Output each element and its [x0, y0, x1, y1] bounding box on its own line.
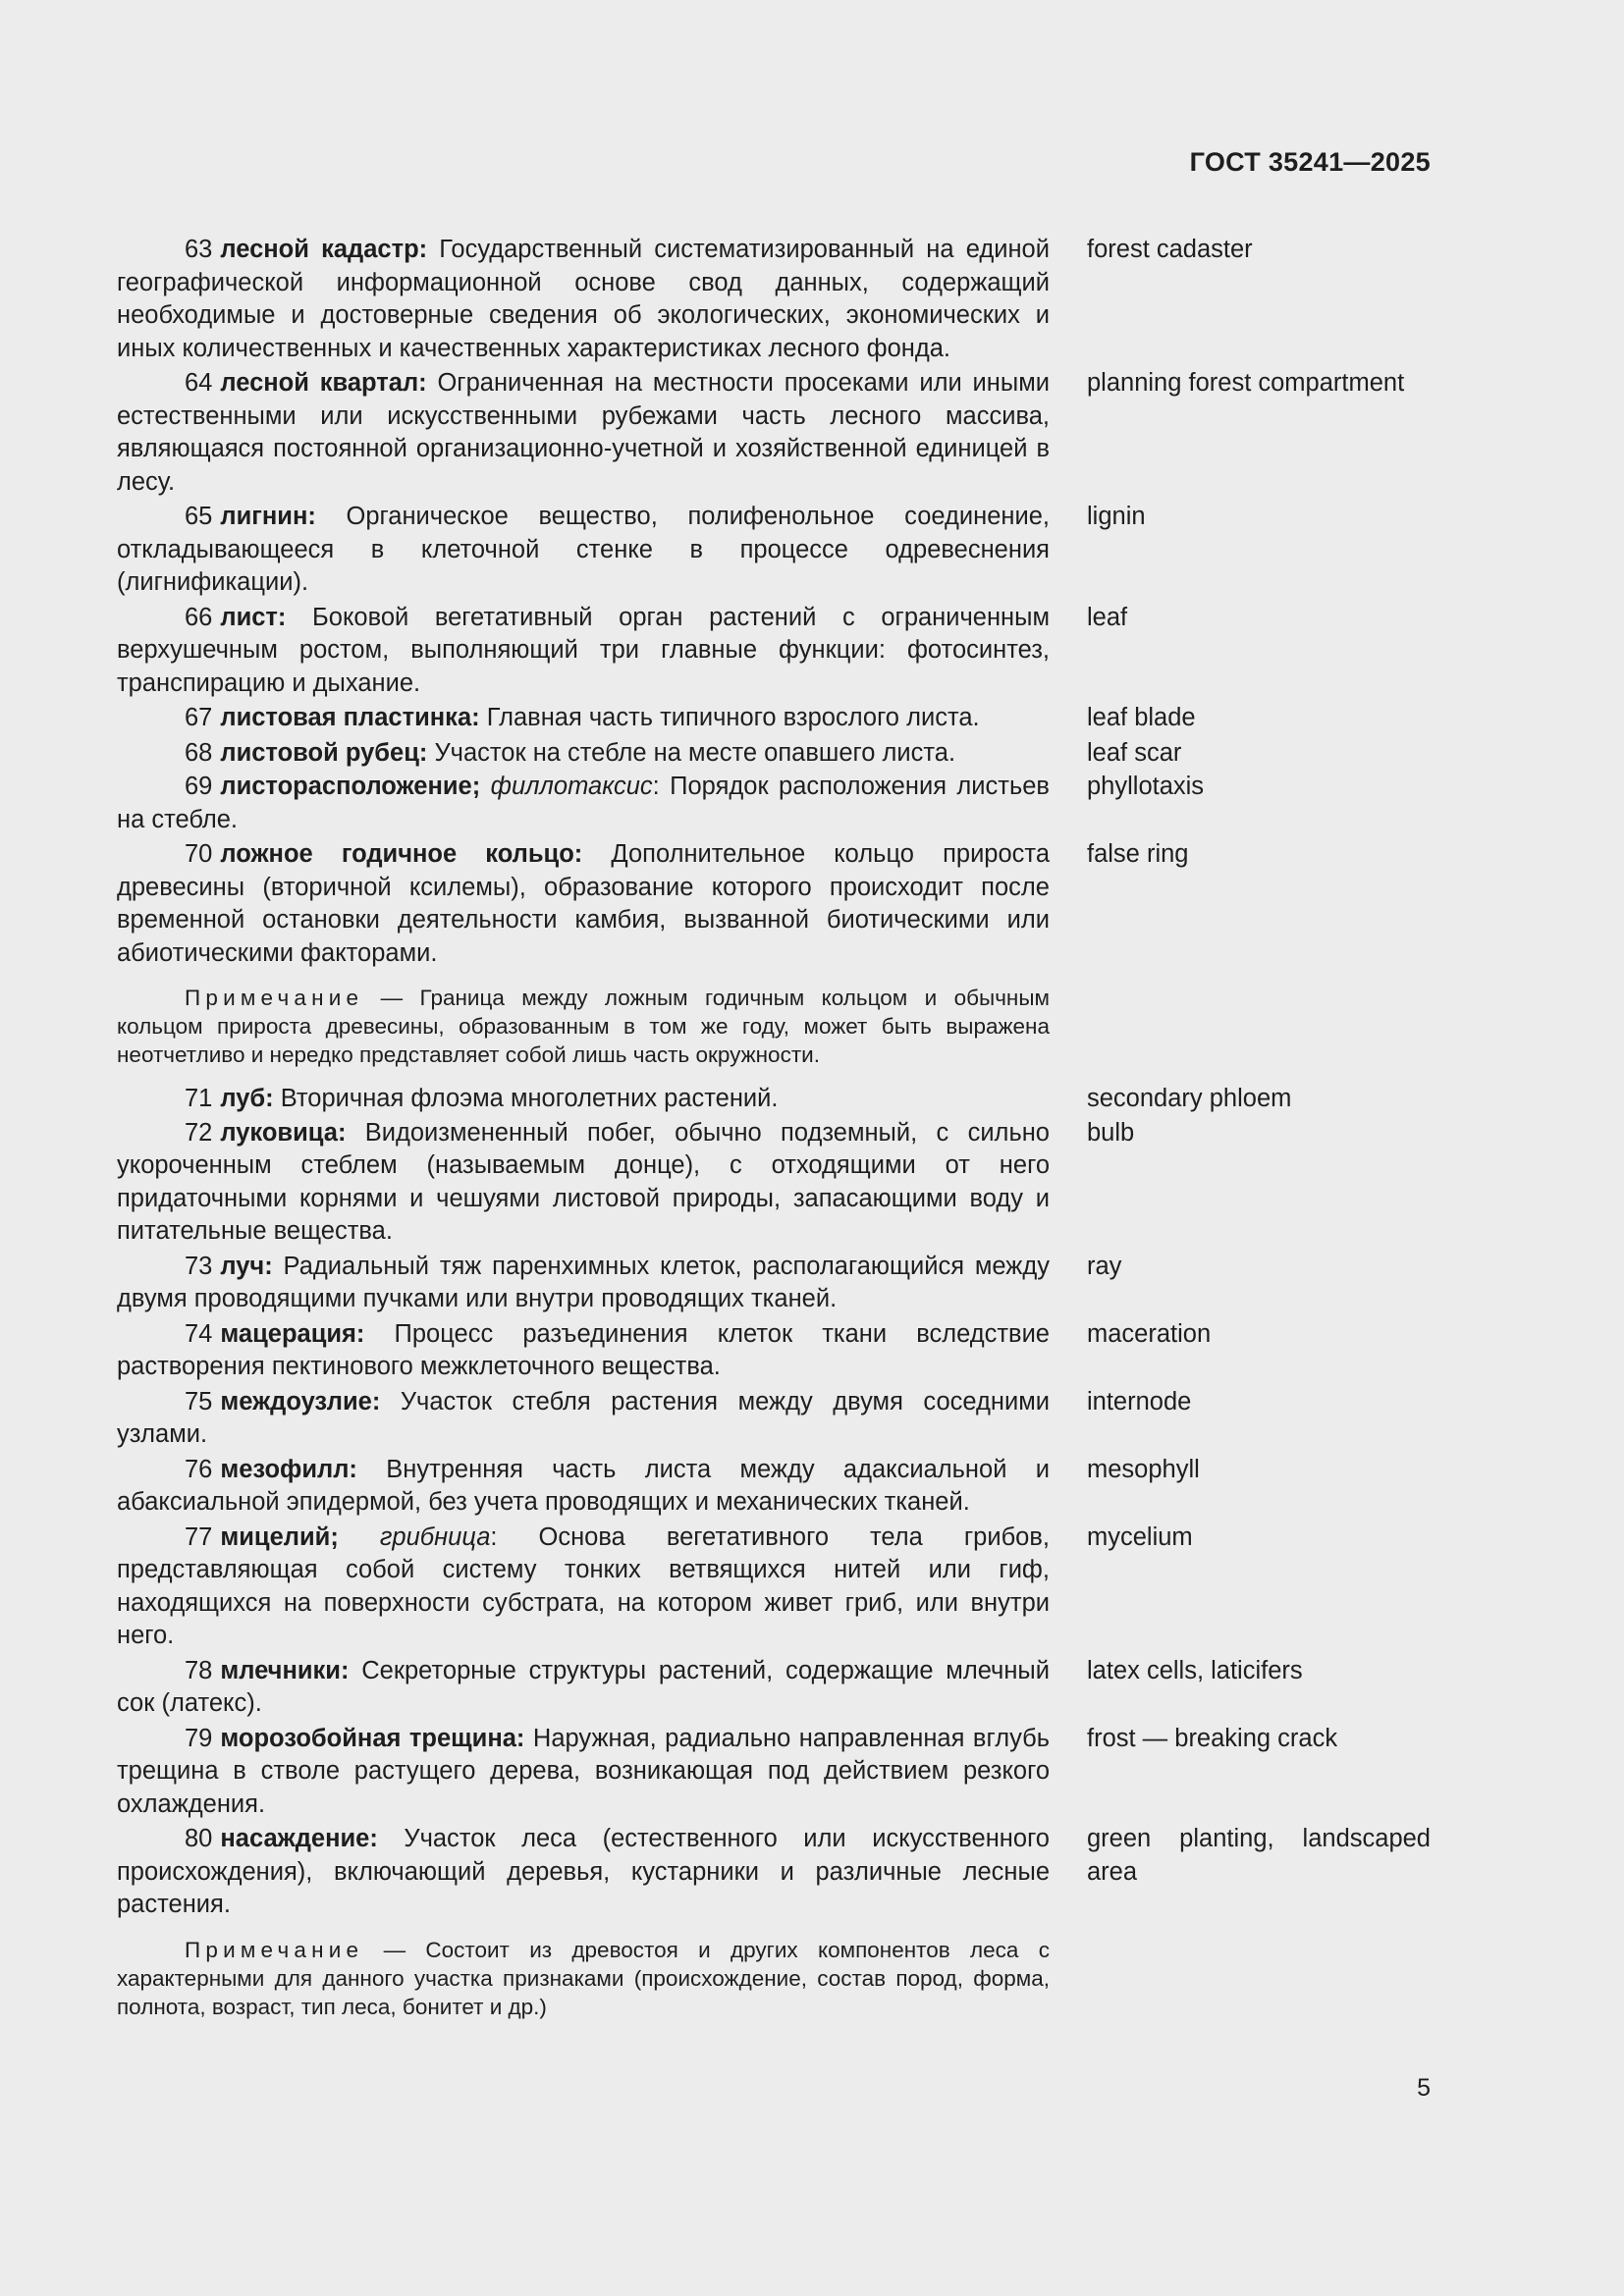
- term-number: 67: [185, 704, 213, 731]
- term-number: 64: [185, 369, 213, 397]
- note-text: — Граница между ложным годичным кольцом и обычным кольцом прироста древесины, образованным в том же году, может быть выражена неотчетливо и нередко представляет собой лишь часть окружности.: [117, 986, 1050, 1067]
- term-entry-74: [117, 1318, 1431, 1384]
- term-name: насаждение:: [220, 1825, 378, 1852]
- term-number: 71: [185, 1085, 213, 1112]
- term-text: Органическое вещество, полифенольное соединение, откладывающееся в клеточной стенке в процессе одревеснения (лигнификации).: [117, 503, 1050, 596]
- term-entry-76: [117, 1454, 1431, 1520]
- term-number: 73: [185, 1252, 213, 1280]
- term-name: листовой рубец:: [220, 738, 428, 767]
- term-definition: [117, 1083, 1050, 1116]
- term-entry-68: [117, 737, 1431, 771]
- term-name: мицелий;: [220, 1522, 339, 1551]
- term-english: bulb: [1087, 1118, 1135, 1147]
- term-text: Участок стебля растения между двумя соседними узлами.: [117, 1387, 1050, 1448]
- term-name: лесной кадастр:: [220, 236, 428, 263]
- term-name: луч:: [220, 1252, 273, 1280]
- term-text: : Порядок расположения листьев на стебле.: [117, 773, 1050, 833]
- term-english: lignin: [1087, 503, 1146, 530]
- term-text: Секреторные структуры растений, содержащие млечный сок (латекс).: [117, 1656, 1050, 1717]
- note-text: — Состоит из древостоя и других компонентов леса с характерными для данного участка признаками (происхождение, состав пород, форма, полнота, возраст, тип леса, бонитет и др.): [117, 1937, 1050, 2019]
- term-english: leaf blade: [1087, 704, 1196, 731]
- term-english: internode: [1087, 1387, 1192, 1415]
- term-definition: [117, 1386, 1050, 1452]
- term-number: 66: [185, 603, 213, 631]
- term-definition: [117, 737, 1050, 771]
- term-number: 80: [185, 1825, 213, 1852]
- term-entry-70: [117, 838, 1431, 970]
- term-text: Государственный систематизированный на единой географической информационной основе свод данных, содержащий необходимые и достоверные сведения об экологических, экономических и иных количественных и качественных характеристиках лесного фонда.: [117, 236, 1050, 362]
- term-english: ray: [1087, 1252, 1122, 1280]
- term-english: mycelium: [1087, 1522, 1193, 1551]
- term-entry-77: [117, 1522, 1431, 1653]
- term-entry-67: [117, 702, 1431, 735]
- term-number: 63: [185, 236, 213, 263]
- term-text: Вторичная флоэма многолетних растений.: [273, 1085, 779, 1112]
- term-number: 72: [185, 1118, 213, 1147]
- term-definition: [117, 1823, 1050, 1922]
- term-number: 76: [185, 1455, 213, 1483]
- term-definition: [117, 702, 1050, 735]
- note-70: [117, 984, 1050, 1069]
- term-definition: [117, 1723, 1050, 1822]
- term-synonym: грибница: [379, 1522, 491, 1551]
- term-definition: [117, 234, 1050, 365]
- term-text: Радиальный тяж паренхимных клеток, располагающийся между двумя проводящими пучками или внутри проводящих тканей.: [117, 1252, 1050, 1312]
- term-text: Главная часть типичного взрослого листа.: [479, 704, 980, 731]
- term-english: planning forest compartment: [1087, 369, 1405, 397]
- term-text: Видоизмененный побег, обычно подземный, с сильно укороченным стеблем (называемым донце), с отходящими от него придаточными корнями и чешуями листовой природы, запасающими воду и питательные вещества.: [117, 1118, 1050, 1245]
- term-text: Дополнительное кольцо прироста древесины (вторичной ксилемы), образование которого происходит после временной остановки деятельности камбия, вызванной биотическими или абиотическими факторами.: [117, 840, 1050, 967]
- term-english: false ring: [1087, 840, 1189, 868]
- term-name: млечники:: [220, 1656, 350, 1684]
- term-english: phyllotaxis: [1087, 773, 1205, 800]
- term-number: 65: [185, 503, 213, 530]
- term-definition: [117, 501, 1050, 600]
- term-number: 79: [185, 1724, 213, 1752]
- term-entry-72: [117, 1117, 1431, 1249]
- term-english: forest cadaster: [1087, 236, 1253, 263]
- term-name: луб:: [220, 1085, 274, 1112]
- term-entry-78: [117, 1655, 1431, 1721]
- term-entry-71: [117, 1083, 1431, 1116]
- term-text: Участок на стебле на месте опавшего листа.: [427, 738, 956, 767]
- term-english: secondary phloem: [1087, 1085, 1292, 1112]
- term-name: морозобойная трещина:: [220, 1724, 525, 1752]
- term-name: луковица:: [220, 1118, 347, 1147]
- term-number: 78: [185, 1656, 213, 1684]
- term-definition: [117, 1318, 1050, 1384]
- term-text: Наружная, радиально направленная вглубь трещина в стволе растущего дерева, возникающая под действием резкого охлаждения.: [117, 1724, 1050, 1818]
- term-synonym: филлотаксис: [490, 773, 653, 800]
- term-english: green planting, landscaped area: [1087, 1825, 1431, 1886]
- term-number: 77: [185, 1522, 213, 1551]
- term-definition: [117, 1522, 1050, 1653]
- term-text: Внутренняя часть листа между адаксиальной и абаксиальной эпидермой, без учета проводящих и механических тканей.: [117, 1455, 1050, 1516]
- term-definition: [117, 1251, 1050, 1316]
- term-text: : Основа вегетативного тела грибов, представляющая собой систему тонких ветвящихся нитей или гиф, находящихся на поверхности субстрата, на котором живет гриб, или внутри него.: [117, 1522, 1050, 1649]
- term-entry-75: [117, 1386, 1431, 1452]
- term-name: мацерация:: [220, 1319, 365, 1348]
- term-definition: [117, 1454, 1050, 1520]
- term-english: latex cells, laticifers: [1087, 1656, 1303, 1684]
- term-text: Участок леса (естественного или искусственного происхождения), включающий деревья, кустарники и различные лесные растения.: [117, 1825, 1050, 1918]
- term-entry-80: [117, 1823, 1431, 1922]
- term-entry-69: [117, 771, 1431, 836]
- term-text: Боковой вегетативный орган растений с ограниченным верхушечным ростом, выполняющий три главные функции: фотосинтез, транспирацию и дыхание.: [117, 603, 1050, 697]
- term-definition: [117, 367, 1050, 499]
- term-name: междоузлие:: [220, 1387, 381, 1415]
- term-english: leaf: [1087, 603, 1128, 631]
- note-label: Примечание: [185, 1937, 364, 1962]
- note-80: [117, 1936, 1050, 2021]
- term-entry-73: [117, 1251, 1431, 1316]
- term-number: 69: [185, 773, 213, 800]
- term-number: 74: [185, 1319, 213, 1348]
- term-name: лесной квартал:: [220, 369, 427, 397]
- term-name: листовая пластинка:: [220, 704, 480, 731]
- term-number: 75: [185, 1387, 213, 1415]
- page-number: 5: [1417, 2074, 1431, 2102]
- term-english: frost — breaking crack: [1087, 1724, 1338, 1752]
- term-definition: [117, 1117, 1050, 1249]
- term-entry-64: [117, 367, 1431, 499]
- term-english: maceration: [1087, 1319, 1212, 1348]
- term-number: 70: [185, 840, 213, 868]
- term-name: листорасположение;: [220, 773, 481, 800]
- term-number: 68: [185, 738, 213, 767]
- term-definition: [117, 771, 1050, 836]
- term-name: лигнин:: [220, 503, 316, 530]
- term-entry-66: [117, 602, 1431, 701]
- term-text: Ограниченная на местности просеками или иными естественными или искусственными рубежами часть лесного массива, являющаяся постоянной организационно-учетной и хозяйственной единицей в лесу.: [117, 369, 1050, 496]
- term-definition: [117, 1655, 1050, 1721]
- term-text: Процесс разъединения клеток ткани вследствие растворения пектинового межклеточного вещества.: [117, 1319, 1050, 1380]
- document-header: ГОСТ 35241—2025: [1189, 147, 1431, 177]
- term-entry-63: [117, 234, 1431, 365]
- term-definition: [117, 602, 1050, 701]
- term-definition: [117, 838, 1050, 970]
- terms-list: [117, 234, 1431, 2035]
- term-english: leaf scar: [1087, 738, 1182, 767]
- term-english: mesophyll: [1087, 1455, 1200, 1483]
- note-label: Примечание: [185, 986, 364, 1010]
- term-entry-79: [117, 1723, 1431, 1822]
- term-name: лист:: [220, 603, 287, 631]
- term-name: ложное годичное кольцо:: [220, 840, 583, 868]
- term-entry-65: [117, 501, 1431, 600]
- term-name: мезофилл:: [220, 1455, 357, 1483]
